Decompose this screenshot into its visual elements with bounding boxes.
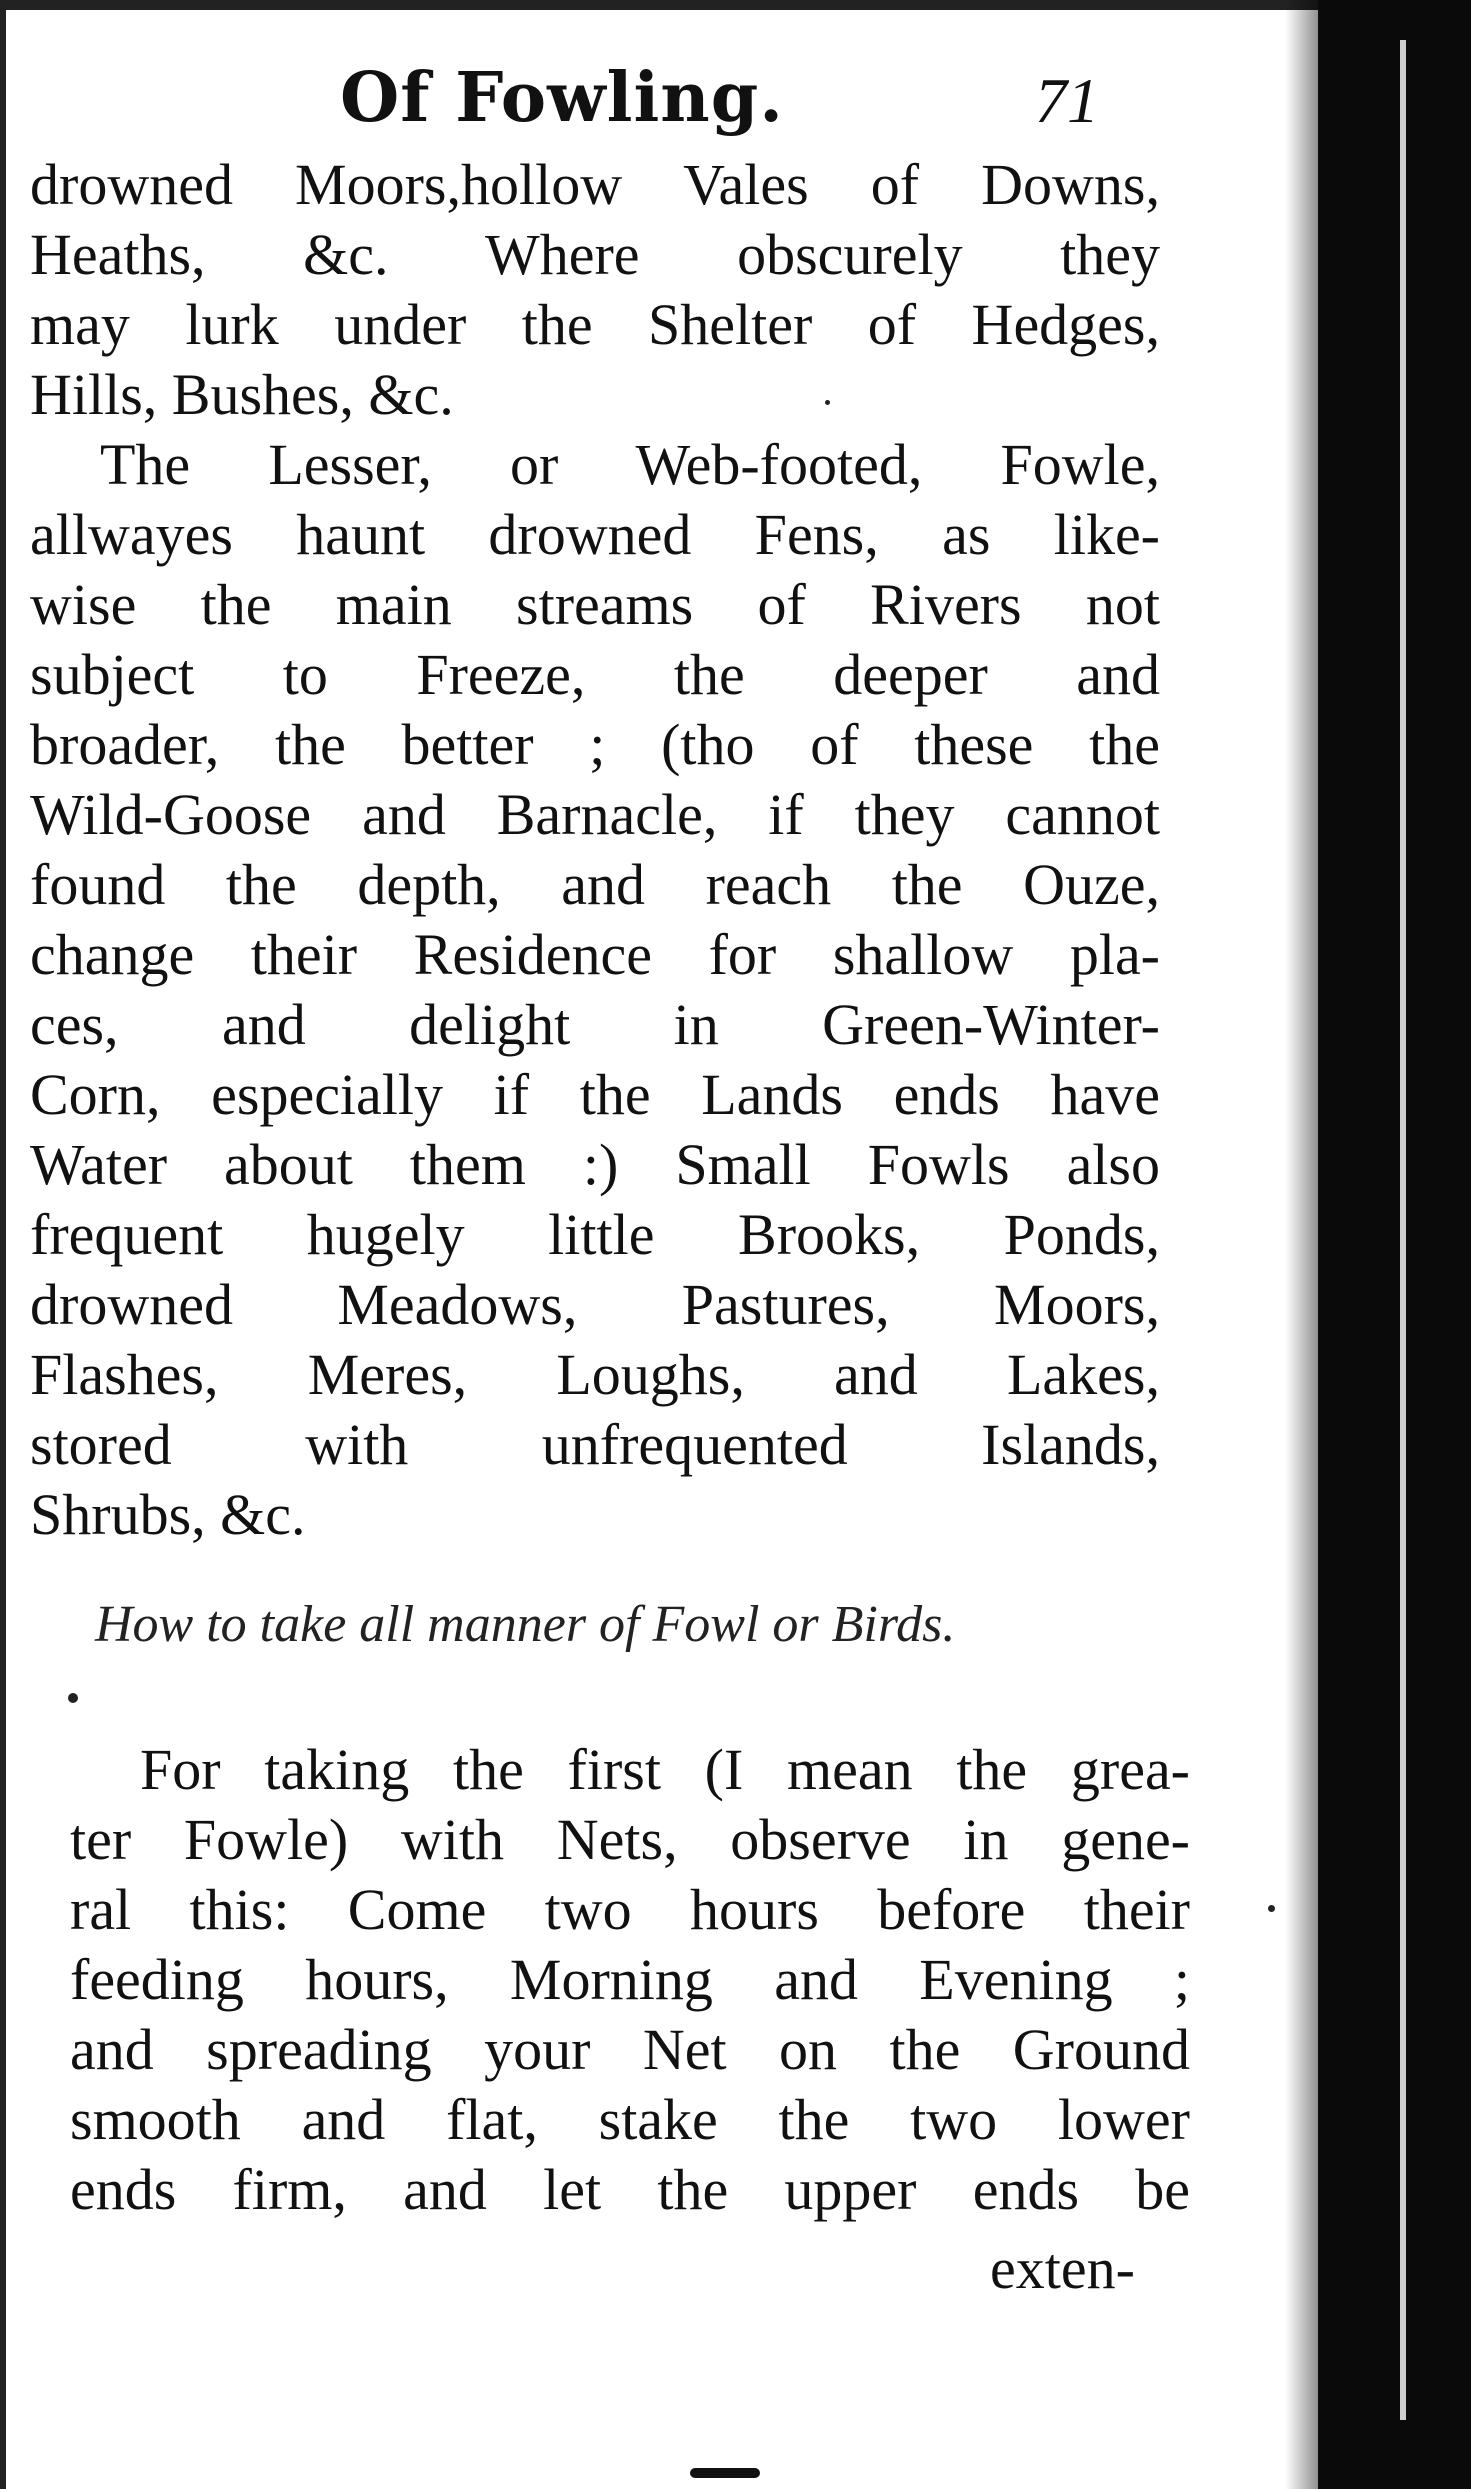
text-line: may lurk under the Shelter of Hedges, — [30, 292, 1160, 357]
text-line: Flashes, Meres, Loughs, and Lakes, — [30, 1342, 1160, 1407]
text-line: Hills, Bushes, &c. — [30, 362, 454, 427]
running-title: Of Fowling. — [340, 58, 784, 138]
text-line: For taking the first (I mean the grea- — [140, 1737, 1190, 1802]
text-line: Shrubs, &c. — [30, 1482, 306, 1547]
catchword: exten- — [990, 2236, 1135, 2301]
text-line: Heaths, &c. Where obscurely they — [30, 222, 1160, 287]
text-line: smooth and flat, stake the two lower — [70, 2087, 1190, 2152]
text-line: Wild-Goose and Barnacle, if they cannot — [30, 782, 1160, 847]
text-line: ral this: Come two hours before their — [70, 1877, 1190, 1942]
text-line: drowned Moors,hollow Vales of Downs, — [30, 152, 1160, 217]
page-top-edge — [0, 0, 1340, 10]
text-line: subject to Freeze, the deeper and — [30, 642, 1160, 707]
text-line: allwayes haunt drowned Fens, as like- — [30, 502, 1160, 567]
text-line: Water about them :) Small Fowls also — [30, 1132, 1160, 1197]
book-spine — [1318, 0, 1471, 2489]
spine-highlight — [1400, 40, 1406, 2420]
paragraph-continued — [30, 150, 1160, 430]
text-line: and spreading your Net on the Ground — [70, 2017, 1190, 2082]
ink-speck — [1268, 1905, 1275, 1912]
text-line: feeding hours, Morning and Evening ; — [70, 1947, 1190, 2012]
text-line: found the depth, and reach the Ouze, — [30, 852, 1160, 917]
ink-mark — [690, 2468, 760, 2478]
paragraph-lesser-fowle — [30, 430, 1160, 1550]
text-line: ter Fowle) with Nets, observe in gene- — [70, 1807, 1190, 1872]
text-line: The Lesser, or Web-footed, Fowle, — [100, 432, 1160, 497]
page-header — [0, 50, 1300, 160]
text-line: Corn, especially if the Lands ends have — [30, 1062, 1160, 1127]
text-line: ends firm, and let the upper ends be — [70, 2157, 1190, 2222]
section-heading: How to take all manner of Fowl or Birds. — [95, 1596, 956, 1653]
text-line: change their Residence for shallow pla- — [30, 922, 1160, 987]
text-line: stored with unfrequented Islands, — [30, 1412, 1160, 1477]
text-line: wise the main streams of Rivers not — [30, 572, 1160, 637]
ink-speck — [825, 400, 830, 405]
text-line: frequent hugely little Brooks, Ponds, — [30, 1202, 1160, 1267]
ink-speck — [68, 1693, 78, 1703]
text-line: drowned Meadows, Pastures, Moors, — [30, 1272, 1160, 1337]
paragraph-taking-fowle — [70, 1735, 1190, 2225]
text-line: ces, and delight in Green-Winter- — [30, 992, 1160, 1057]
page-left-edge — [0, 0, 6, 2489]
page-number: 71 — [1035, 65, 1099, 136]
text-line: broader, the better ; (tho of these the — [30, 712, 1160, 777]
